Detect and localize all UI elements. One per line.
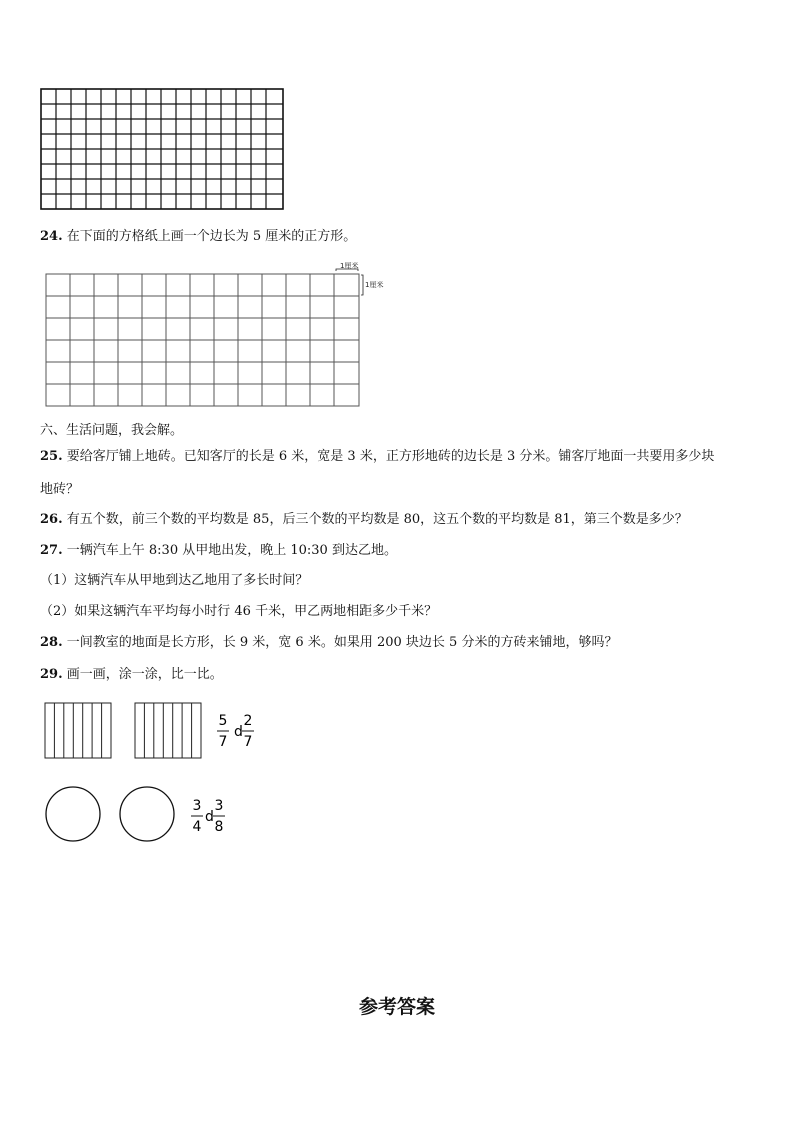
question-number: 24. xyxy=(40,229,63,244)
question-24 xyxy=(40,229,356,245)
fraction-a-numerator: 3 xyxy=(192,798,202,814)
circle-2 xyxy=(118,785,178,845)
question-27 xyxy=(40,543,397,559)
question-number: 28. xyxy=(40,635,63,650)
unit-label-horizontal: 1厘米 xyxy=(340,262,359,270)
question-28 xyxy=(40,635,617,651)
question-text: 有五个数，前三个数的平均数是 85，后三个数的平均数是 80，这五个数的平均数是 81，第三个数是多少？ xyxy=(66,512,688,527)
question-25 xyxy=(40,449,714,465)
circle-1 xyxy=(44,785,104,845)
fraction-b-numerator: 3 xyxy=(214,798,224,814)
question-text: 要给客厅铺上地砖。已知客厅的长是 6 米，宽是 3 米，正方形地砖的边长是 3 分米。铺客厅地面一共要用多少块 xyxy=(66,449,715,464)
fraction-comparison-1 xyxy=(214,710,264,754)
seven-strip-rectangle-1 xyxy=(44,702,114,760)
fraction-a-denominator: 4 xyxy=(192,819,202,835)
answer-key-title: 参考答案 xyxy=(358,996,435,1018)
question-number: 27. xyxy=(40,543,63,558)
question-text: 画一画，涂一涂，比一比。 xyxy=(66,667,223,682)
fraction-b-numerator: 2 xyxy=(243,713,253,729)
question-text: 在下面的方格纸上画一个边长为 5 厘米的正方形。 xyxy=(66,229,357,244)
question-26 xyxy=(40,512,688,528)
question-number: 29. xyxy=(40,667,63,682)
q24-grid xyxy=(44,260,394,410)
unit-label-vertical: 1厘米 xyxy=(365,281,384,289)
section-title: 六、生活问题，我会解。 xyxy=(40,423,184,438)
question-number: 26. xyxy=(40,512,63,527)
question-27-part-1: （1）这辆汽车从甲地到达乙地用了多长时间？ xyxy=(40,573,309,588)
fraction-comparison-2 xyxy=(188,795,238,839)
fraction-b-denominator: 7 xyxy=(243,734,253,750)
fraction-a-numerator: 5 xyxy=(218,713,228,729)
fraction-a-denominator: 7 xyxy=(218,734,228,750)
comparison-blank[interactable]: d xyxy=(205,809,214,825)
question-text: 一间教室的地面是长方形，长 9 米，宽 6 米。如果用 200 块边长 5 分米的方砖来铺地，够吗？ xyxy=(66,635,618,650)
question-text: 一辆汽车上午 8:30 从甲地出发，晚上 10:30 到达乙地。 xyxy=(66,543,397,558)
fraction-b-denominator: 8 xyxy=(214,819,224,835)
question-25-continued: 地砖？ xyxy=(40,482,80,497)
question-number: 25. xyxy=(40,449,63,464)
comparison-blank[interactable]: d xyxy=(234,724,243,740)
seven-strip-rectangle-2 xyxy=(134,702,204,760)
question-27-part-2: （2）如果这辆汽车平均每小时行 46 千米，甲乙两地相距多少千米？ xyxy=(40,604,438,619)
question-29 xyxy=(40,667,223,683)
top-grid xyxy=(40,88,285,211)
